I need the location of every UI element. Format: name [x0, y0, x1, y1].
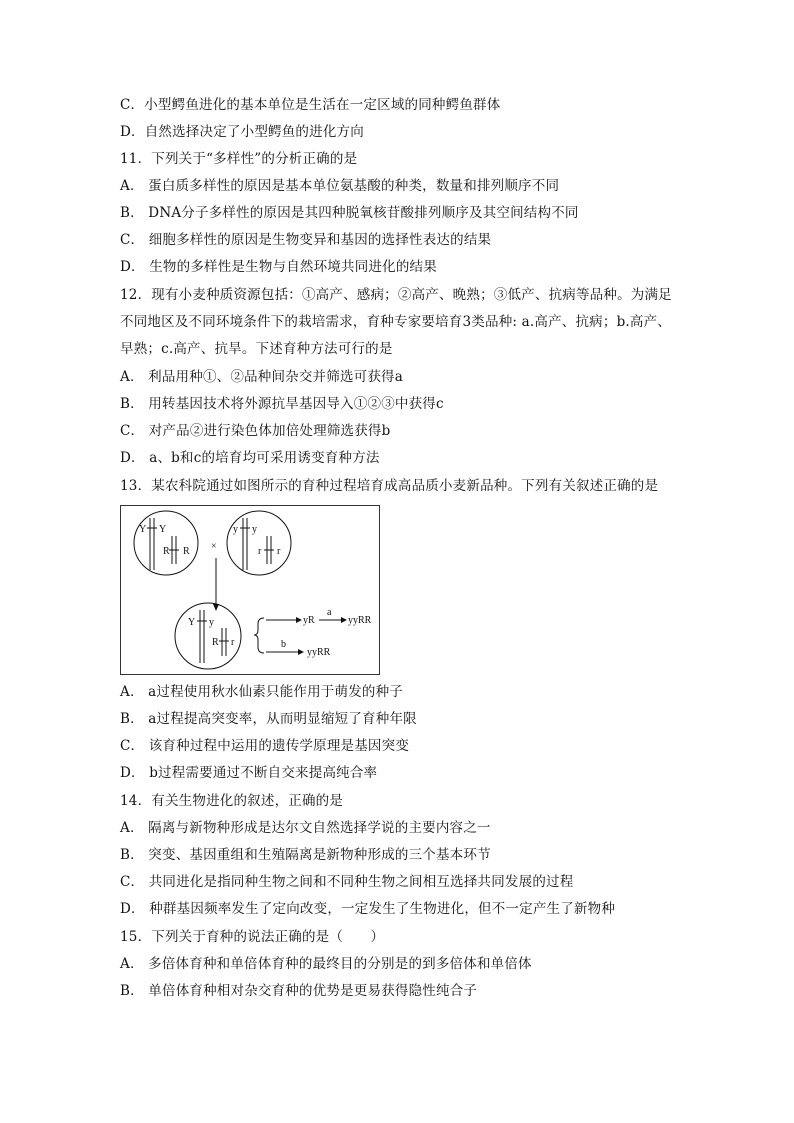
cell3-gene-tl: Y — [188, 617, 196, 628]
option-12a: A． 利品用种①、②品种间杂交并筛选可获得a — [120, 369, 403, 385]
option-11d: D． 生物的多样性是生物与自然环境共同进化的结果 — [120, 259, 437, 275]
cell1-gene-tl: Y — [139, 524, 147, 535]
cell2-gene-tl: y — [233, 524, 238, 535]
option-13c: C． 该育种过程中运用的遗传学原理是基因突变 — [120, 738, 410, 754]
option-14c: C． 共同进化是指同种生物之间和不同种生物之间相互选择共同发展的过程 — [120, 874, 574, 890]
cell2-gene-br: r — [277, 546, 281, 557]
option-12b: B． 用转基因技术将外源抗旱基因导入①②③中获得c — [120, 396, 444, 412]
option-11a: A． 蛋白质多样性的原因是基本单位氨基酸的种类，数量和排列顺序不同 — [120, 178, 560, 194]
question-13: 13．某农科院通过如图所示的育种过程培育成高品质小麦新品种。下列有关叙述正确的是 — [120, 478, 659, 494]
option-12d: D． a、b和c的培育均可采用诱变育种方法 — [120, 450, 380, 466]
breeding-diagram — [120, 505, 380, 675]
option-14b: B． 突变、基因重组和生殖隔离是新物种形成的三个基本环节 — [120, 847, 491, 863]
option-10d: D．自然选择决定了小型鳄鱼的进化方向 — [120, 124, 364, 140]
cell3-gene-br: r — [231, 637, 235, 648]
cell3-gene-tr: y — [209, 617, 214, 628]
option-13d: D． b过程需要通过不断自交来提高纯合率 — [120, 765, 378, 781]
question-12-line2: 不同地区及不同环境条件下的栽培需求，育种专家要培育3类品种: a.高产、抗病；b.高产、 — [120, 314, 672, 330]
question-14: 14．有关生物进化的叙述，正确的是 — [120, 793, 344, 809]
cell1-gene-bl: R — [163, 546, 170, 557]
cell2-gene-tr: y — [252, 524, 257, 535]
f1-cell — [175, 603, 241, 669]
option-15a: A． 多倍体育种和单倍体育种的最终目的分别是的到多倍体和单倍体 — [120, 956, 532, 972]
option-14d: D． 种群基因频率发生了定向改变，一定发生了生物进化，但不一定产生了新物种 — [120, 901, 616, 917]
question-12-line3: 早熟；c.高产、抗旱。下述育种方法可行的是 — [120, 341, 393, 357]
branch-top-mid: yR — [303, 615, 315, 626]
question-15: 15．下列关于育种的说法正确的是（ ） — [120, 929, 385, 945]
branch-top-end: yyRR — [348, 615, 372, 626]
option-13b: B． a过程提高突变率，从而明显缩短了育种年限 — [120, 711, 417, 727]
cell2-gene-bl: r — [258, 546, 262, 557]
parent-cell-2 — [227, 511, 291, 575]
option-11c: C． 细胞多样性的原因是生物变异和基因的选择性表达的结果 — [120, 232, 492, 248]
option-10c: C．小型鳄鱼进化的基本单位是生活在一定区域的同种鳄鱼群体 — [120, 97, 501, 113]
option-11b: B． DNA分子多样性的原因是其四种脱氧核苷酸排列顺序及其空间结构不同 — [120, 205, 579, 221]
question-11: 11．下列关于“多样性”的分析正确的是 — [120, 151, 358, 167]
option-12c: C． 对产品②进行染色体加倍处理筛选获得b — [120, 423, 391, 439]
label-b: b — [281, 639, 286, 650]
label-a: a — [327, 607, 332, 618]
breeding-diagram-svg — [121, 506, 381, 676]
cross-symbol: × — [211, 541, 217, 552]
option-14a: A． 隔离与新物种形成是达尔文自然选择学说的主要内容之一 — [120, 820, 491, 836]
option-15b: B． 单倍体育种相对杂交育种的优势是更易获得隐性纯合子 — [120, 983, 478, 999]
cell1-gene-br: R — [183, 546, 190, 557]
parent-cell-1 — [134, 511, 198, 575]
branch-bottom-end: yyRR — [307, 647, 331, 658]
option-13a: A． a过程使用秋水仙素只能作用于萌发的种子 — [120, 684, 403, 700]
branch-brace — [254, 618, 264, 653]
cell1-gene-tr: Y — [159, 524, 167, 535]
question-12-line1: 12．现有小麦种质资源包括：①高产、感病；②高产、晚熟；③低产、抗病等品种。为满足 — [120, 287, 672, 303]
cell3-gene-bl: R — [212, 637, 219, 648]
